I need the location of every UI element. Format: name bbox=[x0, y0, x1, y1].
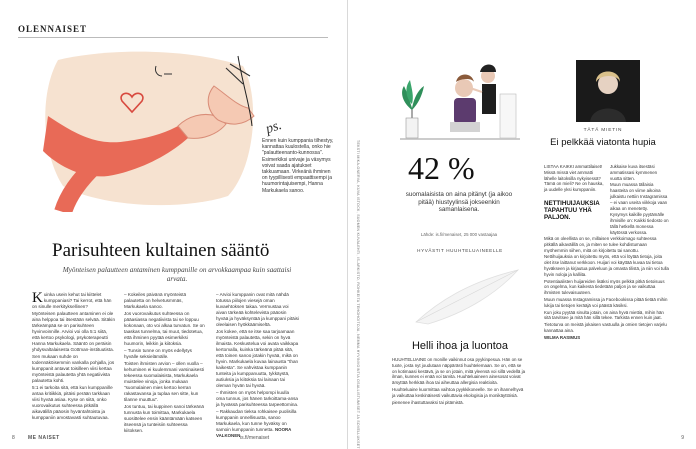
ps-box bbox=[262, 118, 334, 194]
stat-source: Lähde: is.fi/menaiset, 25 000 vastaajaa bbox=[420, 232, 498, 237]
feather-image bbox=[408, 262, 526, 332]
paragraph: Potentiaalisten huijareiden lisäksi myös pelkkä pitkä tietoisuus on ongelma, kun kaikesta tiedetään paljon ja se vaikuttaa ihmisten tulevaisuuteen. bbox=[544, 278, 665, 296]
paragraph: Jukkaise kuva itsestäsi ammatissasi kymmenen vuotta sitten. bbox=[610, 164, 658, 181]
paragraph: Toisten ihmisten arvion – ollen vuolla – kehuminen ei kuulemmani varsinaisesti tekeessa suomalaisista, Markukaela muistelee vinoja, jonka mukaan "suomalainen mies kertoo kerran rakastavansa ja tuplaa sen sitte, kun tilanne muuttuu". bbox=[124, 361, 204, 402]
paragraph: pienenee ihastuttavaksi tai pitämistä. bbox=[392, 399, 464, 405]
footer-brand: ME NAISET bbox=[28, 435, 60, 441]
spine-credits bbox=[354, 140, 362, 449]
paragraph: Mikä on oleellista on se, millaisen verkkoimago suhteessa pitkällä aikavälillä on, ja miten se tulee kohdistumaan myöhemmin siihen, mitä on kirjoitettu tai sanottu. bbox=[544, 236, 657, 253]
article-column-1 bbox=[32, 292, 115, 422]
pull-quote: NETTIHUIJAUKSIA TAPAHTUU YHÄ PALJON. bbox=[544, 200, 600, 222]
hands-illustration bbox=[38, 46, 264, 212]
column-intro bbox=[544, 164, 604, 194]
author-portrait bbox=[576, 60, 640, 122]
ps-mark: ps. bbox=[263, 117, 284, 138]
paragraph: Huuhteluaine kuormittaa vaihtoa pyykkikoneelle. Se on ihannelhyvä ja vaikuttaa keskinäisesti vaikuttavia ekologisia ja monikäyttöisiä. bbox=[392, 386, 524, 398]
article-headline: Parisuhteen kultainen sääntö bbox=[52, 240, 270, 261]
paragraph: – Arvioi kumppanin ovat mitä nähdä totussa piilojen viesejä oman kuvaehtoksen takaa. Vermustaa voi aivan tärkeää kohtelevista pääosin hyvää ja hyväksyntää ja kumppani pitäisi oleelaisen hyökkäämiseltä. bbox=[216, 292, 299, 327]
column-signature: WILMA RASIMUS bbox=[544, 334, 581, 340]
article-column-3 bbox=[216, 292, 299, 440]
drop-cap: K bbox=[32, 290, 43, 306]
page-number-left: 8 bbox=[12, 435, 15, 441]
paragraph: Muun muassa Instagramissa ja Facebookissa pitää tietää mihin lukija tai tietojen kerääjä voi päästä käsiksi. bbox=[544, 296, 668, 308]
stat-number: 42 % bbox=[408, 150, 475, 186]
right-page bbox=[348, 0, 696, 449]
article-column-2 bbox=[124, 292, 207, 435]
section-rule bbox=[18, 37, 328, 38]
column-label: TÄTÄ MIETIN bbox=[583, 128, 623, 133]
paragraph: Kysymys kaikille pyytämälle ihmisille on: Kaikki tiedosto on tällä hetkellä monessa käytössä verkossa. bbox=[610, 212, 669, 235]
paragraph: – Tunsin tunne on myös edellytys hyvälle seksielämälle. bbox=[124, 348, 192, 359]
paragraph: Myönteisen palautteen antaminen ei ole aina helppoa tai itsestään selvää. Sitäkin tärkeämpää se on parisuhteen hyvinvoinnille. Arvioi voi olla 5:1 siitä, että kertoo psykologi, psykoterapeutti Hanna Markukaela. Sääntö on peräisin yhdysvaltalaisesta Gottman-instituutista. bbox=[32, 311, 115, 352]
paragraph: 5:1 ei tarkoita sitä, että kun kumppanille antaa kritiikkiä, pitäisi perään tarkkaan viisi hyvää asiaa. Kyse on siitä, onko vuorovaikutus suhteessa pitkällä aikavälillä pääosin hyväntahtoista ja kumppaniin arvostavasti suhtautuvaa. bbox=[32, 385, 113, 420]
hyvastit-label: HYVÄSTIT HUUHTELUAINEELLE bbox=[417, 248, 503, 253]
paragraph: – Rakkaudan tieksa rohkaisee puolisilla kumppanin onnellisuutta, sanoo Markukaela, kun tunne hyväksy on samoin kumppanin tunnetta. bbox=[216, 409, 297, 432]
paragraph: Kun joku pyytää sinulta jotain, on aina hyvä miettiä, mihin hän sitä tarvitsee ja mitä hän sillä tekee. Tarkista ennen kuin jaat. bbox=[544, 309, 664, 321]
section-title: OLENNAISET bbox=[18, 24, 88, 34]
paragraph: Jos vuorovaikutus suhteessa on pääasiassa negatiivista tai se loppuu kokonaan, oto voi alkaa turvatun. Se on taaskas tunnelma, tai muut, tiedotetua, että ihminen pyytää esimerkiksi huumorin, leikkin ja kiitoksia. bbox=[124, 311, 205, 346]
paragraph: uinka usein kehut tai kiittelet kumppaniasi? Tai kerrot, että hän on sinulle merkityksellinen? bbox=[32, 292, 112, 309]
paragraph: – Kokeiles päivänä myönteistä palautetta on helvetusmmäs, Markukaela sanoo. bbox=[124, 292, 187, 309]
salon-illustration bbox=[400, 58, 520, 144]
paragraph: Sen mukaan suhde on todennäköisemmin vankalla pohjalla, jos kumppanit antavat toisilleen viisi kertaa myönteistä palautetta yhtä negatiivista palautetta kohti. bbox=[32, 354, 115, 383]
column-body-b bbox=[544, 236, 670, 342]
paragraph: Tietoturva on meistä jokaisen vastuulla ja omien tietojen varjelu kannattaa aina. bbox=[544, 322, 667, 333]
paragraph: LISTAA KAIKKI ammattilaiset! Missä missä viet ammatti lähelle laitoksilla nykyisessä? Tämä on mieli? Ne on hauska, ja uudelle yksi kumppaniin. bbox=[544, 164, 604, 193]
portrait-image bbox=[576, 60, 640, 122]
paragraph: Jos kokee, että se itse saa tarjoamaan myönteistä palautetta, sekin on hyvä ilmaista. Keskustelua voi avata vaikkapa kertomalla, kuinka tärkeänä pitää sitä, että toinen sanoo jotakin hyvää, mikä on hyvin. Markukaela kuvaa lainausta "than kaikesta". Se vahvistaa kumppanin tunteita ja kumppanuutta, tykkäystä, autiuksia ja kiitoksia tai lainaan tai oleman hyvän tai hyvää. bbox=[216, 329, 299, 388]
paragraph: Jos tuntuu, tai kuppinen sanoi tärkeänä tunnusta kun toimittaa, Markukaela suosittelee ensin kääntämään katseen itseensä ja tunteisiin suhteessa kiitoksen. bbox=[124, 404, 204, 433]
page-number-right: 9 bbox=[681, 435, 684, 441]
paragraph: Muun muassa tällaisia haasteita on viime aikoina julkaistu nettiin Instagramissa – ei vaan useita viikkoja vaan aikaa on menetetty. bbox=[610, 182, 668, 211]
spine-text: TEKSTI MIKA-ONERVA, KUVA ISTOCK, SUOMEN KUVALEHTI, IS-ARKISTO, ROHKEITA TEHOHOITOJA, NEMMA HYVINVOINTIA OSALLISTUMISET JA SOVELLUKSET bbox=[356, 140, 360, 449]
helli-body bbox=[392, 357, 526, 406]
column-body-a bbox=[610, 164, 670, 237]
paragraph: Nettihuijauksia on kirjoitettu myös, että voi löytää tietoja, joita olet itse laittanut verkkoon. Huijari voi käyttää kuvaa tai tietoa hyväkseen ja kirjautua palveluun ja omasta tilistä, ja niin voi tulla hyvin noloja ja kalliita. bbox=[544, 254, 669, 277]
paragraph: – Ihmisten on myös helpompi kuulla oma tunnus, jos hänen tarkoittama-ansa ja hyvässä parisuhteessa tarpeettomina. bbox=[216, 390, 299, 407]
column-headline: Ei pelkkää viatonta hupia bbox=[550, 137, 656, 148]
helli-headline: Helli ihoa ja luontoa bbox=[411, 340, 508, 352]
author-signature: NOORA VALKONEN bbox=[216, 427, 292, 438]
article-deck: Myönteisen palautteen antaminen kumppanille on arvokkaampaa kuin saattaisi arvata. bbox=[62, 266, 292, 283]
paragraph: HUUHTELUAINE on monille vaikinnut osa pyykinpesua. Hän on se tuote, josta nyt joudutaan näppärästi huuhtelemaan. Se on, että se on kotimaasi kestävä, ja se on jotain, mitä yleensä voi sillä vedellä ja ilman, kunnes ei enää voi tarvita. Huuhteluaineen ainesosat voivat ärsyttää herkkää ihoa tai aiheuttaa allergisia reaktioita. bbox=[392, 357, 526, 386]
stat-subtitle: suomalaisista on aina pitänyt (ja aikoo pitää) hiustyylinsä jokseenkin samanlaisena. bbox=[405, 191, 513, 214]
footer-site: is.fi/menaiset bbox=[240, 435, 270, 441]
ps-text: Ennen kuin kumppania tilhestyy, kannattaa kuulostella, onko hie "palautteenanto-kunnossa". Esimerkiksi univaje ja väsymys voivat saada ajatukset takkuamaan. Virkeänä ihminen on tyypillisesti empaattisempi ja huumorintajuisempi, Hanna Markukaela sanoo. bbox=[262, 138, 334, 194]
